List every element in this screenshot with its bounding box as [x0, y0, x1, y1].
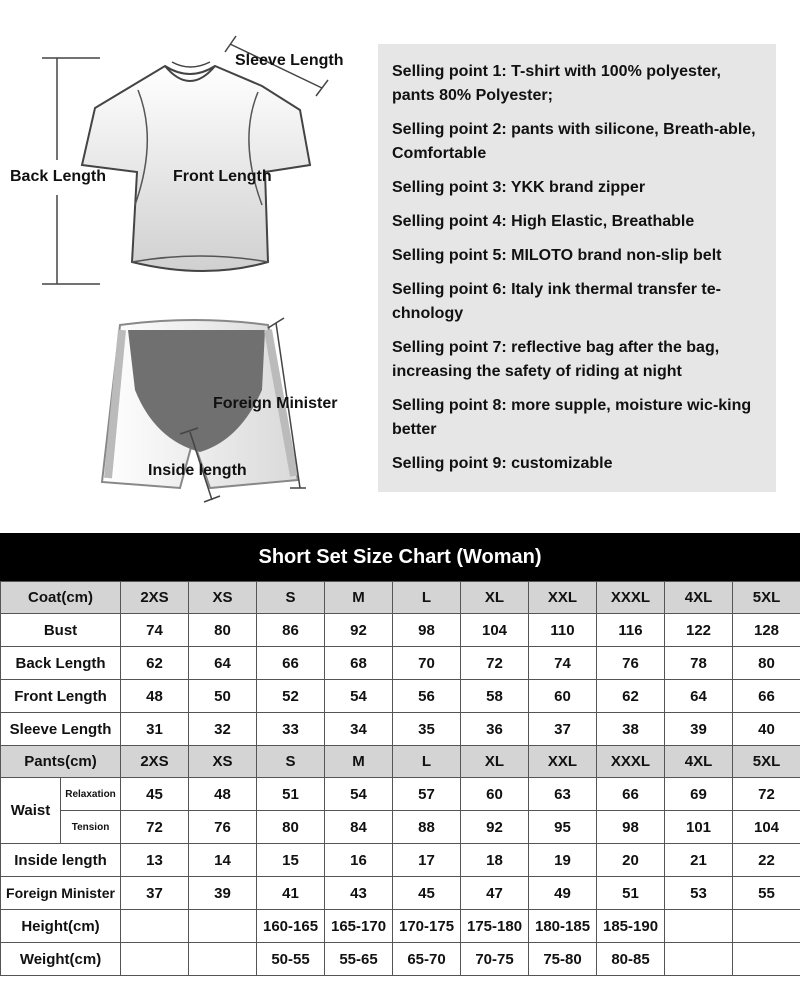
cell: 80-85 — [597, 943, 665, 976]
size-col: L — [393, 746, 461, 778]
row-label: Waist — [1, 778, 61, 844]
cell: 64 — [189, 647, 257, 680]
cell: 116 — [597, 614, 665, 647]
cell: 78 — [665, 647, 733, 680]
size-col: 4XL — [665, 582, 733, 614]
cell: 160-165 — [257, 910, 325, 943]
cell: 175-180 — [461, 910, 529, 943]
size-col: 2XS — [121, 746, 189, 778]
row-label: Weight(cm) — [1, 943, 121, 976]
cell: 39 — [665, 713, 733, 746]
cell: 21 — [665, 844, 733, 877]
cell: 72 — [461, 647, 529, 680]
cell: 15 — [257, 844, 325, 877]
cell — [121, 943, 189, 976]
sub-label: Relaxation — [61, 778, 121, 811]
cell: 69 — [665, 778, 733, 811]
coat-header: Coat(cm) — [1, 582, 121, 614]
cell: 54 — [325, 680, 393, 713]
cell: 31 — [121, 713, 189, 746]
size-col: XL — [461, 582, 529, 614]
cell — [189, 943, 257, 976]
cell: 62 — [121, 647, 189, 680]
sub-label: Tension — [61, 811, 121, 844]
cell: 22 — [733, 844, 800, 877]
cell: 20 — [597, 844, 665, 877]
size-col: XXXL — [597, 582, 665, 614]
cell: 37 — [121, 877, 189, 910]
size-col: XL — [461, 746, 529, 778]
size-col: XS — [189, 582, 257, 614]
cell: 95 — [529, 811, 597, 844]
cell: 76 — [189, 811, 257, 844]
cell: 57 — [393, 778, 461, 811]
cell: 72 — [733, 778, 800, 811]
cell: 48 — [189, 778, 257, 811]
size-col: M — [325, 746, 393, 778]
cell: 84 — [325, 811, 393, 844]
cell: 56 — [393, 680, 461, 713]
cell: 36 — [461, 713, 529, 746]
cell: 185-190 — [597, 910, 665, 943]
cell: 75-80 — [529, 943, 597, 976]
cell: 165-170 — [325, 910, 393, 943]
cell: 45 — [393, 877, 461, 910]
cell: 17 — [393, 844, 461, 877]
cell: 60 — [529, 680, 597, 713]
cell — [665, 910, 733, 943]
size-col: S — [257, 582, 325, 614]
table-row — [1, 778, 800, 811]
cell: 35 — [393, 713, 461, 746]
cell: 65-70 — [393, 943, 461, 976]
cell: 41 — [257, 877, 325, 910]
size-col: 2XS — [121, 582, 189, 614]
garment-diagram — [0, 0, 370, 520]
pants-header: Pants(cm) — [1, 746, 121, 778]
table-row — [1, 844, 800, 877]
cell: 60 — [461, 778, 529, 811]
size-col: 5XL — [733, 746, 800, 778]
cell: 53 — [665, 877, 733, 910]
cell: 18 — [461, 844, 529, 877]
cell: 51 — [257, 778, 325, 811]
size-col: L — [393, 582, 461, 614]
cell: 68 — [325, 647, 393, 680]
size-col: 5XL — [733, 582, 800, 614]
row-label: Bust — [1, 614, 121, 647]
cell: 38 — [597, 713, 665, 746]
back-length-label: Back Length — [10, 168, 107, 185]
size-col: M — [325, 582, 393, 614]
selling-point: Selling point 1: T-shirt with 100% polyester, pants 80% Polyester; — [392, 63, 721, 104]
row-label: Foreign Minister — [1, 877, 121, 910]
cell: 39 — [189, 877, 257, 910]
cell: 55 — [733, 877, 800, 910]
cell: 13 — [121, 844, 189, 877]
cell: 86 — [257, 614, 325, 647]
table-row — [1, 647, 800, 680]
cell: 64 — [665, 680, 733, 713]
jersey-icon — [82, 62, 310, 271]
cell: 110 — [529, 614, 597, 647]
cell: 43 — [325, 877, 393, 910]
cell — [733, 943, 800, 976]
row-label: Inside length — [1, 844, 121, 877]
size-col: XXL — [529, 746, 597, 778]
size-col: XXL — [529, 582, 597, 614]
pants-header-row — [1, 746, 800, 778]
size-col: 4XL — [665, 746, 733, 778]
cell: 14 — [189, 844, 257, 877]
cell: 37 — [529, 713, 597, 746]
selling-point: Selling point 9: customizable — [392, 455, 613, 472]
cell — [121, 910, 189, 943]
cell: 55-65 — [325, 943, 393, 976]
cell: 48 — [121, 680, 189, 713]
table-row — [1, 614, 800, 647]
size-chart-table — [0, 581, 800, 976]
cell: 40 — [733, 713, 800, 746]
selling-point: Selling point 6: Italy ink thermal transfer te-chnology — [392, 281, 721, 322]
cell: 70-75 — [461, 943, 529, 976]
cell: 76 — [597, 647, 665, 680]
selling-point: Selling point 7: reflective bag after the bag, increasing the safety of riding at night — [392, 339, 720, 380]
cell: 52 — [257, 680, 325, 713]
table-row — [1, 713, 800, 746]
size-col: XS — [189, 746, 257, 778]
cell: 66 — [257, 647, 325, 680]
cell: 98 — [597, 811, 665, 844]
cell: 88 — [393, 811, 461, 844]
table-row — [1, 877, 800, 910]
row-label: Front Length — [1, 680, 121, 713]
sleeve-length-label: Sleeve Length — [235, 52, 344, 69]
cell: 180-185 — [529, 910, 597, 943]
cell: 74 — [121, 614, 189, 647]
cell: 33 — [257, 713, 325, 746]
cell — [665, 943, 733, 976]
cell: 58 — [461, 680, 529, 713]
cell: 47 — [461, 877, 529, 910]
size-chart-title: Short Set Size Chart (Woman) — [0, 533, 800, 581]
cell: 16 — [325, 844, 393, 877]
row-label: Back Length — [1, 647, 121, 680]
cell: 104 — [733, 811, 800, 844]
cell: 80 — [189, 614, 257, 647]
cell: 104 — [461, 614, 529, 647]
cell — [733, 910, 800, 943]
selling-points-panel — [378, 44, 776, 492]
table-row — [1, 943, 800, 976]
table-row — [1, 910, 800, 943]
size-col: XXXL — [597, 746, 665, 778]
cell: 50 — [189, 680, 257, 713]
cell: 80 — [257, 811, 325, 844]
coat-header-row — [1, 582, 800, 614]
cell: 49 — [529, 877, 597, 910]
cell: 66 — [597, 778, 665, 811]
cell: 74 — [529, 647, 597, 680]
cell: 51 — [597, 877, 665, 910]
cell: 63 — [529, 778, 597, 811]
cell: 34 — [325, 713, 393, 746]
cell: 45 — [121, 778, 189, 811]
selling-point: Selling point 3: YKK brand zipper — [392, 179, 646, 196]
cell: 101 — [665, 811, 733, 844]
cell: 128 — [733, 614, 800, 647]
selling-point: Selling point 8: more supple, moisture wic-king better — [392, 397, 752, 438]
table-row — [1, 811, 800, 844]
cell: 122 — [665, 614, 733, 647]
foreign-minister-label: Foreign Minister — [213, 395, 338, 412]
inside-length-label: Inside length — [148, 462, 247, 479]
cell: 92 — [325, 614, 393, 647]
cell: 72 — [121, 811, 189, 844]
cell: 92 — [461, 811, 529, 844]
cell: 54 — [325, 778, 393, 811]
cell: 62 — [597, 680, 665, 713]
row-label: Height(cm) — [1, 910, 121, 943]
size-col: S — [257, 746, 325, 778]
cell: 19 — [529, 844, 597, 877]
cell: 50-55 — [257, 943, 325, 976]
front-length-label: Front Length — [173, 168, 272, 185]
cell: 170-175 — [393, 910, 461, 943]
row-label: Sleeve Length — [1, 713, 121, 746]
cell: 32 — [189, 713, 257, 746]
cell: 98 — [393, 614, 461, 647]
selling-point: Selling point 2: pants with silicone, Breath-able, Comfortable — [392, 121, 756, 162]
cell — [189, 910, 257, 943]
selling-point: Selling point 4: High Elastic, Breathable — [392, 213, 695, 230]
garment-illustration — [0, 0, 370, 520]
cell: 70 — [393, 647, 461, 680]
cell: 80 — [733, 647, 800, 680]
selling-point: Selling point 5: MILOTO brand non-slip belt — [392, 247, 722, 264]
cell: 66 — [733, 680, 800, 713]
table-row — [1, 680, 800, 713]
